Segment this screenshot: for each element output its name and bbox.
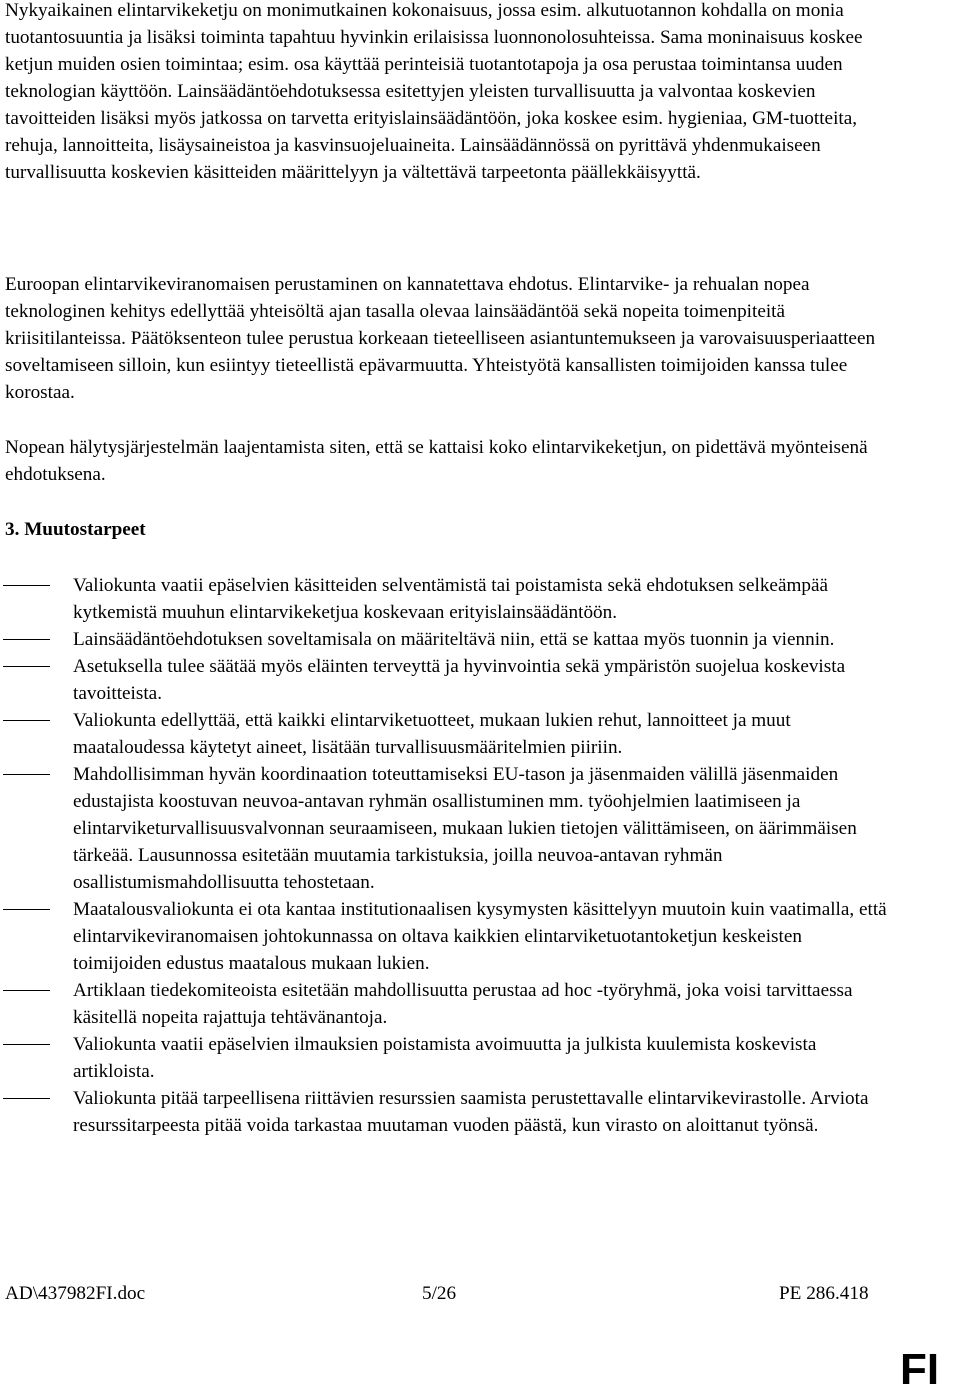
dash-marker (3, 666, 50, 667)
list-item (0, 626, 960, 653)
footer-page-number: 5/26 (422, 1283, 457, 1304)
dash-marker (3, 990, 50, 991)
list-item-text: Artiklaan tiedekomiteoista esitetään mahdollisuutta perustaa ad hoc -työryhmä, joka voisi tarvittaessa käsitellä nopeita rajattuja tehtävänantoja. (73, 980, 853, 1028)
list-item (0, 1085, 960, 1139)
dash-marker (3, 1098, 50, 1099)
paragraph-intro: Nykyaikainen elintarvikeketju on monimutkainen kokonaisuus, jossa esim. alkutuotannon kohdalla on monia tuotantosuuntia ja lisäksi toiminta tapahtuu hyvinkin erilaisissa luonnonolosuhteissa. Sama moninaisuus koskee ketjun muiden osien toimintaa; esim. osa käyttää perinteisiä tuotantotapoja ja osa perustaa toimintansa uuden teknologian käyttöön. Lainsäädäntöehdotuksessa esitettyjen yleisten turvallisuutta ja valvontaa koskevien tavoitteiden lisäksi myös jatkossa on tarvetta erityislainsäädäntöön, joka koskee esim. hygieniaa, GM-tuotteita, rehuja, lannoitteita, lisäysaineistoa ja kasvinsuojeluaineita. Lainsäädännössä on pyrittävä yhdenmukaiseen turvallisuutta koskevien käsitteiden määrittelyyn ja vältettävä tarpeetonta päällekkäisyyttä. (5, 0, 863, 183)
footer-doc-ref: AD\437982FI.doc (5, 1283, 146, 1304)
list-item (0, 977, 960, 1031)
list-item-text: Mahdollisimman hyvän koordinaation toteuttamiseksi EU-tason ja jäsenmaiden välillä jäsenmaiden edustajista koostuvan neuvoa-antavan ryhmän osallistuminen mm. työohjelmien laatimiseen ja elintarviketurvallisuusvalvonnan seuraamiseen, mukaan lukien tietojen välittämiseen, on äärimmäisen tärkeää. Lausunnossa esitetään muutamia tarkistuksia, joilla neuvoa-antavan ryhmän osallistumismahdollisuutta tehostetaan. (73, 764, 857, 893)
dash-marker (3, 774, 50, 775)
section-heading: 3. Muutostarpeet (5, 519, 146, 540)
list-item-text: Valiokunta pitää tarpeellisena riittävien resurssien saamista perustettavalle elintarvikevirastolle. Arviota resurssitarpeesta pitää voida tarkastaa muutaman vuoden päästä, kun virasto on aloittanut työnsä. (73, 1088, 869, 1136)
language-code: FI (900, 1345, 940, 1394)
list-item (0, 572, 960, 626)
list-item-text: Valiokunta edellyttää, että kaikki elintarviketuotteet, mukaan lukien rehut, lannoitteet ja muut maataloudessa käytetyt aineet, lisätään turvallisuusmääritelmien piiriin. (73, 710, 791, 758)
requirements-list (0, 572, 960, 1139)
list-item-text: Valiokunta vaatii epäselvien ilmauksien poistamista avoimuutta ja julkista kuulemista koskevista artikloista. (73, 1034, 817, 1082)
dash-marker (3, 585, 50, 586)
list-item-text: Maatalousvaliokunta ei ota kantaa institutionaalisen kysymysten käsittelyyn muutoin kuin vaatimalla, että elintarvikeviranomaisen johtokunnassa on oltava kaikkien elintarviketuotantoketjun keskeisten toimijoiden edustus maatalous mukaan lukien. (73, 899, 887, 974)
paragraph-alert-system: Nopean hälytysjärjestelmän laajentamista siten, että se kattaisi koko elintarvikeketjun, on pidettävä myönteisenä ehdotuksena. (5, 437, 868, 485)
list-item (0, 707, 960, 761)
list-item-text: Valiokunta vaatii epäselvien käsitteiden selventämistä tai poistamista sekä ehdotuksen selkeämpää kytkemistä muuhun elintarvikeketjua koskevaan erityislainsäädäntöön. (73, 575, 829, 623)
dash-marker (3, 639, 50, 640)
paragraph-authority: Euroopan elintarvikeviranomaisen perustaminen on kannatettava ehdotus. Elintarvike- ja rehualan nopea teknologinen kehitys edellyttää yhteisöltä ajan tasalla olevaa lainsäädäntöä sekä nopeita toimenpiteitä kriisitilanteissa. Päätöksenteon tulee perustua korkeaan tieteelliseen asiantuntemukseen ja varovaisuusperiaatteen soveltamiseen silloin, kun esiintyy tieteellistä epävarmuutta. Yhteistyötä kansallisten toimijoiden kanssa tulee korostaa. (5, 274, 876, 403)
dash-marker (3, 1044, 50, 1045)
dash-marker (3, 720, 50, 721)
list-item (0, 761, 960, 896)
list-item (0, 1031, 960, 1085)
dash-marker (3, 909, 50, 910)
list-item (0, 653, 960, 707)
list-item-text: Asetuksella tulee säätää myös eläinten terveyttä ja hyvinvointia sekä ympäristön suojelua koskevista tavoitteista. (73, 656, 846, 704)
list-item (0, 896, 960, 977)
list-item-text: Lainsäädäntöehdotuksen soveltamisala on määriteltävä niin, että se kattaa myös tuonnin ja viennin. (73, 629, 835, 650)
footer-pe-number: PE 286.418 (779, 1283, 869, 1304)
